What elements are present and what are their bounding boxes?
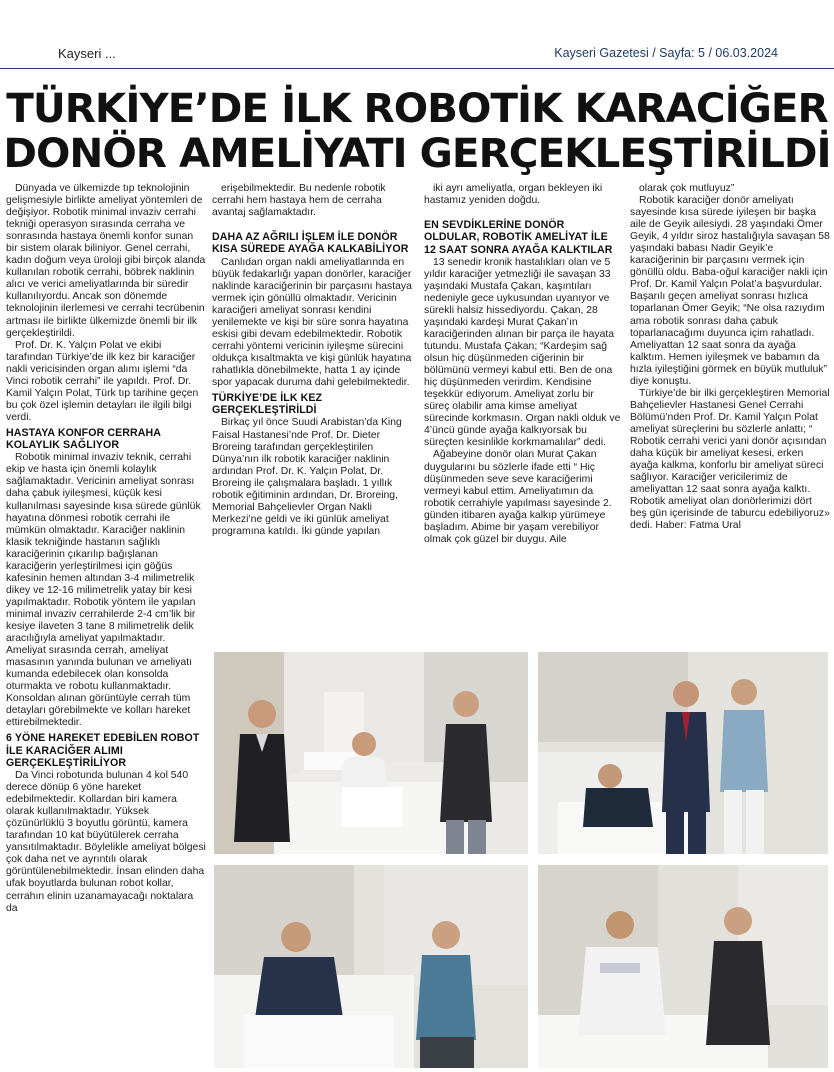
article-column-4 [630,183,830,643]
headline-line-1: TÜRKİYE’DE İLK ROBOTİK KARACİĞER [6,84,828,132]
headline-line-2: DONÖR AMELİYATI GERÇEKLEŞTİRİLDİ [3,129,831,177]
paragraph: Da Vinci robotunda bulunan 4 kol 540 derece dönüp 6 yöne hareket edebilmektedir. Kollardan biri kamera olarak kullanılmaktadır. Yüksek çözünürlüklü 3 boyutlu görüntü, kamera tarafından 10 kat büyütülerek cerraha yansıtılmaktadır. Böylelikle ameliyat bölgesi çok daha net ve ayrıntılı olarak görüntülenebilmektedir. İnsan elinden daha ufak boyutlarda bulunan robot kollar, cerrahın elinin uzanamayacağı noktalara da [6,770,206,914]
paragraph: Türkiye’de bir ilki gerçekleştiren Memorial Bahçelievler Hastanesi Genel Cerrahi Bölümü’nden Prof. Dr. Kamil Yalçın Polat ameliyat süreçlerini bu sözlerle anlattı; “ Robotik cerrahi verici yani donör açısından daha küçük bir ameliyat kesesi, erken ayağa kalkma, konforlu bir ameliyat süreci sağlıyor. Karaciğer vericilerimiz de ameliyattan 12 saat sonra ayağa kalktı. Robotik ameliyat olan donörlerimizi dört beş gün içerisinde de taburcu edebiliyoruz» dedi. Haber: Fatma Ural [630,387,830,532]
paragraph: Canlıdan organ nakli ameliyatlarında en büyük fedakarlığı yapan donörler, karaciğer naklinde karaciğerinin bir parçasını hastaya vermek için gönüllü olmaktadır. Vericinin karaciğeri ameliyat sonrası kendini yenilemekte ve kişi bir süre sonra hayatına eskisi gibi devam edebilmektedir. Robotik cerrahi yöntemi vericinin iyileşme sürecini oldukça kısaltmakta ve kişi günlük hayatına rahatlıkla dönebilmekte, hatta 1 ay içinde spor yapacak duruma dahi gelebilmektedir. [212,256,412,389]
subheading: EN SEVDİKLERİNE DONÖR OLDULAR, ROBOTİK AMELİYAT İLE 12 SAAT SONRA AYAĞA KALKTILAR [424,219,613,256]
photo-doctor-with-patient-and-son [214,652,528,854]
paragraph: Prof. Dr. K. Yalçın Polat ve ekibi tarafından Türkiye’de ilk kez bir karaciğer nakli vericisinden organ alımı işlemi “da Vinci robotik cerrahi” ile yapıldı. Prof. Dr. Kamil Yalçın Polat, Türk tıp tarihine geçen bu çok özel işlemin detayları ile ilgili bilgi verdi. [6,339,199,423]
paragraph: Dünyada ve ülkemizde tıp teknolojinin gelişmesiyle birlikte ameliyat yöntemleri de değişiyor. Robotik minimal invaziv cerrahi tekniği operasyon sırasında cerraha ve sonrasında hastaya önemli konfor sunan bir sistem olarak biliniyor. Genel cerrahi, kadın doğum veya üroloji gibi birçok alanda kullanılan robotik cerrahi, böbrek naklinin alıcı ve verici ameliyatlarında bir süredir kullanılıyordu. Ancak son dönemde teknolojinin ilerlemesi ve cerrahi tecrübenin artması ile birlikte ülkemizde önemli bir ilk gerçekleştirildi. [6,183,206,339]
subheading: HASTAYA KONFOR CERRAHA KOLAYLIK SAĞLIYOR [6,426,161,452]
paragraph: Ağabeyine donör olan Murat Çakan duygularını bu sözlerle ifade etti “ Hiç düşünmeden seve seve karaciğerimi vermeyi kabul ettim. Ameliyatımın da robotik cerrahiyle yapılması sayesinde 2. günden itibaren ayağa kalkıp yürümeye başladım. Abime bir yaşam verebiliyor olmak çok güzel bir duygu. Aile [424,449,612,545]
section-label: Kayseri ... [58,46,116,61]
article-column-2 [212,183,417,643]
header-divider [0,68,834,69]
publication-info: Kayseri Gazetesi / Sayfa: 5 / 06.03.2024 [554,46,778,60]
subheading: TÜRKİYE’DE İLK KEZ GERÇEKLEŞTİRİLDİ [212,392,323,417]
paragraph: 13 senedir kronik hastalıkları olan ve 5 yıldır karaciğer yetmezliği ile savaşan 33 yaşındaki Mustafa Çakan, kaşıntıları nedeniyle gece uykusundan uyanıyor ve sürekli halsiz hissediyordu. Çakan, 28 yaşındaki kardeşi Murat Çakan’ın karaciğerinden alınan bir parça ile hayata tutundu. Mustafa Çakan; “Kardeşim sağ olsun hiç düşünmeden ciğerinin bir bölümünü vermeyi kabul etti. Ben de ona hiç düşünmeden verirdim. Kendisine teşekkür ediyorum. Ameliyat zorlu bir süreç olabilir ama kimse ameliyat sürecinde korkmasın. Organ nakli olduk ve 4’üncü günde ayağa kalkıyorsak bu süreçten kesinlikle korkmamalılar” dedi. [424,256,621,449]
article-column-1 [6,183,206,1068]
photo-brothers-in-hospital-room [538,865,828,1068]
paragraph: iki ayrı ameliyatla, organ bekleyen iki hastamız yeniden doğdu. [424,183,603,207]
photo-father-and-son-in-hospital-room [214,865,528,1068]
paragraph: erişebilmektedir. Bu nedenle robotik cerrahi hem hastaya hem de cerraha avantaj sağlamaktadır. [212,183,386,219]
article-column-3 [424,183,622,643]
paragraph: Robotik karaciğer donör ameliyatı sayesinde kısa sürede iyileşen bir başka aile de Geyik ailesiydi. 28 yaşındaki Ömer Geyik, 4 yıldır siroz hastalığıyla savaşan 58 yaşındaki babası Nadir Geyik’e karaciğerinin bir parçasını vermek için gönüllü oldu. Baba-oğul karaciğer nakli için Prof. Dr. Kamil Yalçın Polat’a başvurdular. Başarılı geçen ameliyat sonrası hızlıca toparlanan Ömer Geyik; “Ne olsa razıydım ama robotik sonrası daha çabuk toparlanacağımı duyunca içim rahatladı. Ameliyattan 12 saat sonra da ayağa kalktım. Hemen iyileşmek ve babamın da hızla iyileştiğini görmek en büyük mutluluk” diye konuştu. [630,195,830,387]
subheading: DAHA AZ AĞRILI İŞLEM İLE DONÖR KISA SÜREDE AYAĞA KALKABİLİYOR [212,231,409,256]
paragraph: olarak çok mutluyuz” [639,183,735,194]
page-header [0,0,834,72]
article-headline [0,86,834,176]
photo-patient-with-doctor-and-son [538,652,828,854]
subheading: 6 YÖNE HAREKET EDEBİLEN ROBOT İLE KARACİĞER ALIMI GERÇEKLEŞTİRİLİYOR [6,732,200,769]
paragraph: Robotik minimal invaziv teknik, cerrahi ekip ve hasta için önemli kolaylık sağlamaktadır. Vericinin ameliyat sonrası daha çabuk iyileşmesi, küçük kesi kullanılması sayesinde kısa sürede günlük hayatına dönmesi robotik cerrahi ile mümkün olmaktadır. Karaciğer naklinin klasik tekniğinde hastanın sağlıklı karaciğerinin çıkarılıp bağışlanan karaciğerin yerleştirilmesi için göğüs kafesinin hemen altından 3-4 milimetrelik dikey ve 12-16 milimetrelik yatay bir kesi yapılmaktadır. Robotik yöntem ile yapılan minimal invaziv cerrahilerde 2-4 cm’lik bir kesiye ilaveten 3 tane 8 milimetrelik delik aracılığıyla ameliyat yapılmaktadır. Ameliyat sırasında cerrah, ameliyat masasının yanında bulunan ve ameliyatı kumanda edebilecek olan konsolda oturmakta ve robotu kullanmaktadır. Konsoldan alınan görüntüyle cerrah tüm detayları görebilmekte ve kolları hareket ettirebilmektedir. [6,452,201,729]
paragraph: Birkaç yıl önce Suudi Arabistan’da King Faisal Hastanesi’nde Prof. Dr. Dieter Broreing tarafından gerçekleştirilen Dünya’nın ilk robotik karaciğer naklinin ardından Prof. Dr. K. Yalçın Polat, Dr. Broreing ile çalışmalara başladı. 1 yıllık robotik eğitiminin ardından, Dr. Broreing, Memorial Bahçelievler Organ Nakli Merkezi’ne geldi ve iki günlük ameliyat programına katıldı. İki günde yapılan [212,417,402,537]
